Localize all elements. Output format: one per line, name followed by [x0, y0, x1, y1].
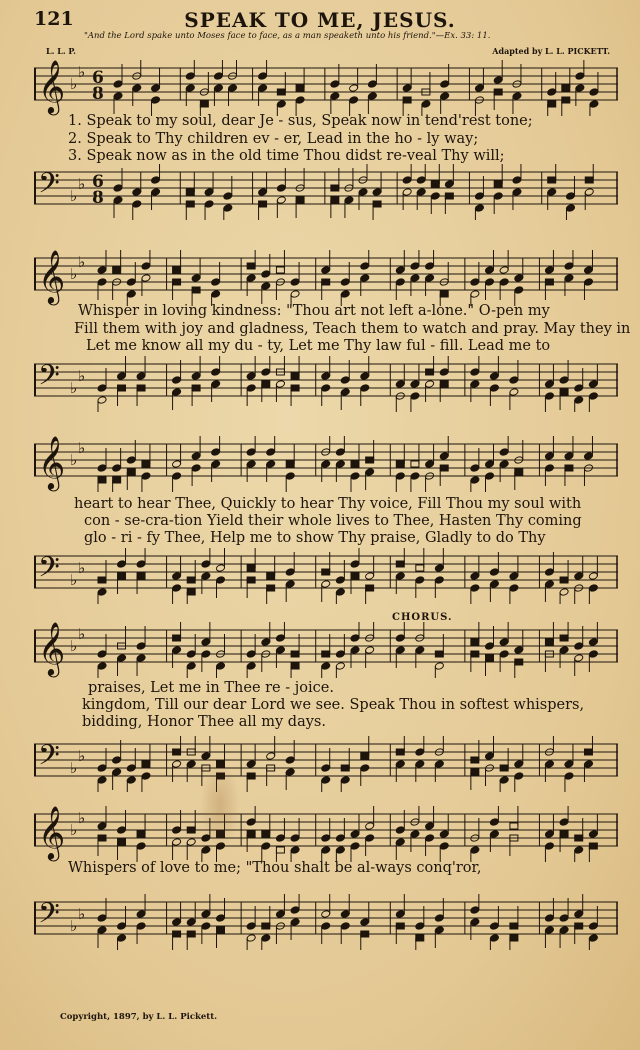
lyric-line: glo - ri - fy Thee, Help me to show Thy praise, Gladly to do Thy	[84, 530, 546, 546]
lyric-line: bidding, Honor Thee all my days.	[82, 714, 326, 730]
svg-text:6: 6	[92, 68, 104, 88]
treble-staff	[34, 806, 618, 862]
lyric-line: kingdom, Till our dear Lord we see. Speak Thou in softest whispers,	[82, 697, 585, 713]
svg-text:♭: ♭	[70, 571, 78, 589]
lyric-line: Whispers of love to me; "Thou shalt be al-ways conq'ror,	[68, 860, 482, 876]
svg-text:8: 8	[92, 188, 104, 208]
lyric-line: heart to hear Thee, Quickly to hear Thy voice, Fill Thou my soul with	[74, 496, 582, 512]
page-number: 121	[34, 8, 74, 30]
svg-text:𝄢: 𝄢	[38, 167, 60, 207]
lyric-line: 3. Speak now as in the old time Thou didst re-veal Thy will;	[68, 148, 505, 164]
svg-text:♭: ♭	[78, 809, 86, 827]
svg-text:♭: ♭	[78, 747, 86, 765]
svg-text:♭: ♭	[70, 451, 78, 469]
svg-text:𝄞: 𝄞	[38, 436, 66, 489]
treble-staff	[34, 250, 618, 306]
bass-staff	[34, 164, 618, 220]
lyric-line: 1. Speak to my soul, dear Je - sus, Speak now in tend'rest tone;	[68, 113, 533, 129]
lyric-line: praises, Let me in Thee re - joice.	[88, 680, 334, 696]
lyric-line: 2. Speak to Thy children ev - er, Lead in the ho - ly way;	[68, 131, 479, 147]
composer-initials: L. L. P.	[46, 46, 76, 56]
svg-text:𝄞: 𝄞	[38, 622, 66, 675]
paper-stain	[200, 760, 240, 850]
svg-text:8: 8	[92, 84, 104, 104]
chorus-label: CHORUS.	[392, 612, 453, 623]
svg-text:♭: ♭	[78, 253, 86, 271]
bass-staff	[34, 548, 618, 604]
svg-text:♭: ♭	[70, 917, 78, 935]
svg-text:♭: ♭	[78, 625, 86, 643]
svg-text:♭: ♭	[78, 559, 86, 577]
bass-staff	[34, 894, 618, 950]
svg-text:𝄢: 𝄢	[38, 551, 60, 591]
svg-text:𝄢: 𝄢	[38, 359, 60, 399]
bass-staff	[34, 736, 618, 792]
copyright-notice: Copyright, 1897, by L. L. Pickett.	[60, 1012, 218, 1022]
lyric-line: Whisper in loving kindness: "Thou art not left a-lone." O-pen my	[78, 303, 550, 319]
svg-text:𝄞: 𝄞	[38, 250, 66, 303]
svg-text:♭: ♭	[70, 265, 78, 283]
svg-text:♭: ♭	[70, 187, 78, 205]
svg-text:𝄢: 𝄢	[38, 897, 60, 937]
svg-text:♭: ♭	[78, 367, 86, 385]
svg-text:♭: ♭	[70, 75, 78, 93]
arranger-credit: Adapted by L. L. PICKETT.	[492, 46, 610, 56]
svg-text:♭: ♭	[78, 905, 86, 923]
svg-text:♭: ♭	[70, 821, 78, 839]
svg-text:𝄞: 𝄞	[38, 806, 66, 859]
bass-staff	[34, 356, 618, 412]
page-header	[0, 4, 640, 64]
svg-text:♭: ♭	[70, 637, 78, 655]
svg-text:♭: ♭	[70, 379, 78, 397]
lyric-line: Let me know all my du - ty, Let me Thy law ful - fill. Lead me to	[86, 338, 551, 354]
lyric-line: Fill them with joy and gladness, Teach them to watch and pray. May they in	[74, 321, 631, 337]
svg-text:♭: ♭	[78, 439, 86, 457]
treble-staff	[34, 622, 618, 678]
lyric-line: con - se-cra-tion Yield their whole lives to Thee, Hasten Thy coming	[84, 513, 582, 529]
hymn-title: SPEAK TO ME, JESUS.	[184, 8, 456, 32]
svg-text:6: 6	[92, 172, 104, 192]
svg-text:♭: ♭	[70, 759, 78, 777]
scripture-reference: "And the Lord spake unto Moses face to face, as a man speaketh unto his friend."—Ex. 33: 11.	[84, 31, 491, 41]
svg-text:♭: ♭	[78, 63, 86, 81]
svg-text:♭: ♭	[78, 175, 86, 193]
svg-text:𝄞: 𝄞	[38, 60, 66, 113]
treble-staff	[34, 60, 618, 116]
treble-staff	[34, 436, 618, 492]
svg-text:𝄢: 𝄢	[38, 739, 60, 779]
